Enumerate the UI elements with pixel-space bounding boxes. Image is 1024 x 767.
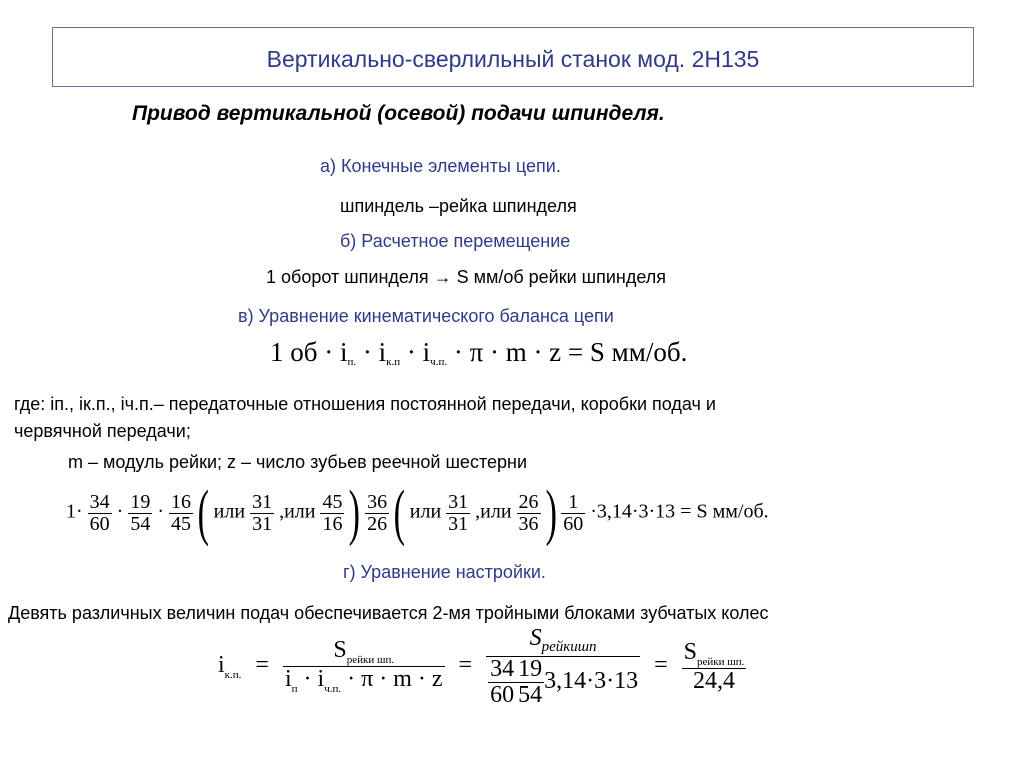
right-paren: ) [545, 479, 557, 547]
frac-34-60: $\frac{34}{60}$ [89, 490, 110, 535]
section-b-text: 1 оборот шпинделя → S мм/об рейки шпинделя [266, 267, 666, 287]
frac-1-60: $\frac{1}{60}$ [563, 490, 584, 535]
frac-36-26: $\frac{36}{26}$ [367, 490, 388, 535]
frac-45-16: $\frac{45}{16}$ [322, 490, 343, 535]
frac-31-31-a: $\frac{31}{31}$ [252, 490, 273, 535]
left-paren: ( [393, 479, 406, 547]
section-a-heading: а) Конечные элементы цепи. [320, 156, 561, 176]
section-g-heading: г) Уравнение настройки. [343, 562, 546, 582]
section-v-heading: в) Уравнение кинематического баланса цепи [238, 306, 614, 326]
frac-26-36: $\frac{26}{36}$ [518, 490, 539, 535]
frac-16-45: $\frac{16}{45}$ [171, 490, 192, 535]
title-box [52, 27, 974, 87]
numeric-balance-equation: 1· $\frac{34}{60}$ · $\frac{19}{54}$ · $\frac{16}{45}$ ( или $\frac{31}{31}$ ,или $\frac{45}{16}$ ) $\frac{36}{26}$ ( или $\frac{31}{31}$ ,или $\frac{26}{36}$ ) $\frac{1}{60}$ ·3,14·3·13 = S мм/об. [66, 479, 769, 547]
subtitle: Привод вертикальной (осевой) подачи шпинделя. [132, 102, 665, 125]
where-line-1: где: iп., iк.п., iч.п.– передаточные отношения постоянной передачи, коробки подач и [14, 394, 716, 414]
frac-31-31-b: $\frac{31}{31}$ [448, 490, 469, 535]
kinematic-balance-equation: 1 об · $i_{п.} \cdot i_{к.п} \cdot i_{ч.п.} \cdot \pi \cdot m \cdot z = S$ мм/об. [270, 337, 688, 368]
setup-equation: $i_{к.п.}$ = $\frac{S_{рейки шп.}}{i_п \cdot i_{ч.п.} \cdot \pi \cdot m \cdot z}$ = $S_{рейкишп}$ $\frac{34}{60}$ $\frac{19}{54}$ 3,14·3·13 = $\frac{S_{рейки шп.}}{24,4}$ [218, 625, 745, 708]
module-text: m – модуль рейки; z – число зубьев реечной шестерни [68, 452, 527, 472]
nine-feeds-text: Девять различных величин подач обеспечивается 2-мя тройными блоками зубчатых колес [8, 603, 769, 623]
frac-34-60: $\frac{34}{60}$ [490, 655, 515, 708]
frac-19-54: $\frac{19}{54}$ [518, 655, 543, 708]
eq1-i-kp: $i_{к.п}$ [378, 337, 401, 368]
eq3-frac-1: $\frac{S_{рейки шп.}}{i_п \cdot i_{ч.п.} \cdot \pi \cdot m \cdot z}$ [284, 637, 443, 696]
eq1-i-p: $i_{п.}$ [339, 337, 357, 368]
where-line-2: червячной передачи; [14, 421, 191, 441]
eq3-frac-3: $\frac{S_{рейки шп.}}{24,4}$ [683, 638, 745, 695]
frac-19-54: $\frac{19}{54}$ [130, 490, 151, 535]
right-paren: ) [349, 479, 361, 547]
eq1-lead: 1 об · [270, 337, 334, 367]
left-paren: ( [197, 479, 210, 547]
slide-title: Вертикально-сверлильный станок мод. 2Н135 [266, 46, 760, 72]
section-a-text: шпиндель –рейка шпинделя [340, 196, 577, 216]
eq3-lhs: $i_{к.п.}$ [218, 652, 242, 682]
eq3-frac-2: $S_{рейкишп}$ $\frac{34}{60}$ $\frac{19}{54}$ 3,14·3·13 [486, 626, 640, 708]
eq1-tail: · π · m · z = S мм/об. [453, 337, 688, 367]
eq1-i-chp: $i_{ч.п.}$ [422, 337, 448, 368]
section-b-heading: б) Расчетное перемещение [340, 231, 571, 251]
